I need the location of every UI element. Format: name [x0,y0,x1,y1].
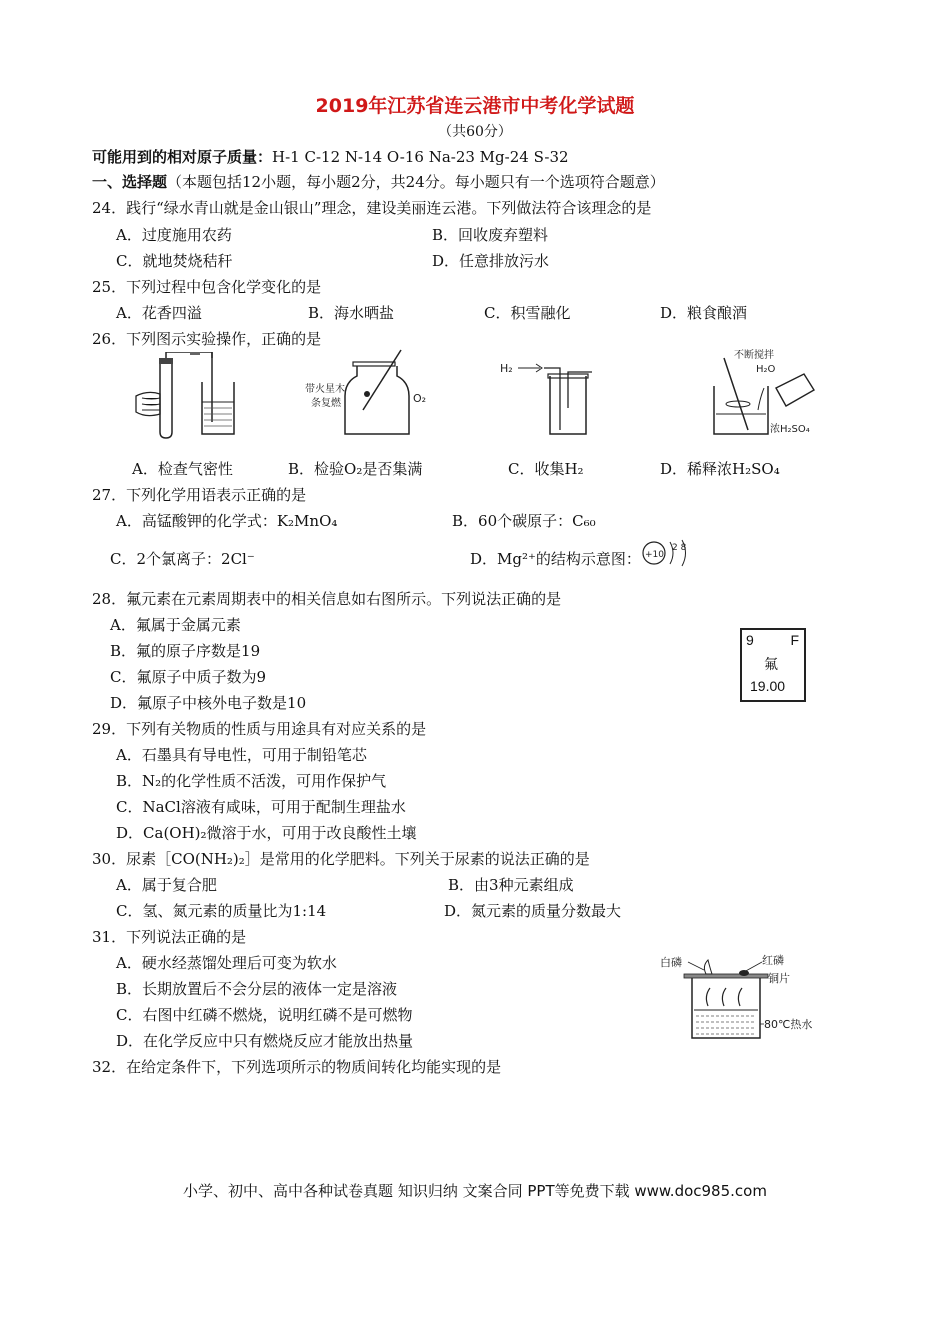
fig-b-label-1: 带火星木 [305,384,345,395]
q31-option-b: B．长期放置后不会分层的液体一定是溶液 [116,980,398,998]
q25-option-c: C．积雪融化 [484,304,571,322]
q30-option-b: B．由3种元素组成 [448,876,574,894]
section-heading [92,171,665,193]
q25-option-a: A．花香四溢 [116,304,202,322]
q27-option-a: A．高锰酸钾的化学式：K₂MnO₄ [116,512,338,530]
question-27-stem: 27．下列化学用语表示正确的是 [92,486,307,504]
cell-symbol: F [790,632,799,648]
question-25-stem: 25．下列过程中包含化学变化的是 [92,278,322,296]
fig-copper-label: 铜片 [768,972,790,985]
cell-atomic-mass: 19.00 [750,678,786,694]
q30-option-c: C．氢、氮元素的质量比为1:14 [116,902,327,920]
fig-b-o2-label: O₂ [413,392,427,405]
section-note: （本题包括12小题，每小题2分，共24分。每小题只有一个选项符合题意） [167,173,665,191]
q31-option-d: D．在化学反应中只有燃烧反应才能放出热量 [116,1032,414,1050]
q24-option-a: A．过度施用农药 [116,226,232,244]
q28-option-c: C．氟原子中质子数为9 [110,668,267,686]
q28-option-d: D．氟原子中核外电子数是10 [110,694,307,712]
diagram-shells: 2 8 [672,543,687,553]
q24-option-c: C．就地焚烧秸秆 [116,252,233,270]
fig-red-phosphorus-label: 红磷 [762,954,784,967]
fig-d-h2o-label: H₂O [756,364,776,375]
cell-atomic-number: 9 [746,632,754,648]
atomic-masses-values: H-1 C-12 N-14 O-16 Na-23 Mg-24 S-32 [272,148,569,166]
periodic-table-cell-fluorine [740,628,806,702]
question-26-stem: 26．下列图示实验操作，正确的是 [92,330,322,348]
question-31-stem: 31．下列说法正确的是 [92,928,247,946]
q26-option-a: A．检查气密性 [132,460,233,478]
section-label: 一、选择题 [92,173,168,191]
question-28-stem: 28．氟元素在元素周期表中的相关信息如右图所示。下列说法正确的是 [92,590,562,608]
q31-option-a: A．硬水经蒸馏处理后可变为软水 [116,954,337,972]
q26-option-d: D．稀释浓H₂SO₄ [660,460,780,478]
q29-option-d: D．Ca(OH)₂微溶于水，可用于改良酸性土壤 [116,824,417,842]
q26-option-b: B．检验O₂是否集满 [288,460,423,478]
q30-option-a: A．属于复合肥 [116,876,217,894]
page-footer: 小学、初中、高中各种试卷真题 知识归纳 文案合同 PPT等免费下载 www.doc985.com [183,1182,767,1200]
page-subtitle: （共60分） [438,124,512,140]
fig-hot-water-label: 80℃热水 [764,1018,813,1031]
question-32-stem: 32．在给定条件下，下列选项所示的物质间转化均能实现的是 [92,1058,502,1076]
q31-option-c: C．右图中红磷不燃烧，说明红磷不是可燃物 [116,1006,413,1024]
q27-option-c: C．2个氯离子：2Cl⁻ [110,550,255,568]
question-24-stem: 24．践行“绿水青山就是金山银山”理念，建设美丽连云港。下列做法符合该理念的是 [92,199,652,217]
q27-option-b: B．60个碳原子：C₆₀ [452,512,596,530]
question-29-stem: 29．下列有关物质的性质与用途具有对应关系的是 [92,720,427,738]
q25-option-b: B．海水晒盐 [308,304,395,322]
collect-h2-figure [500,358,600,442]
cell-element-name: 氟 [764,657,778,673]
q28-option-b: B．氟的原子序数是19 [110,642,261,660]
fig-d-acid-label: 浓H₂SO₄ [770,424,810,435]
airtightness-check-figure [132,352,252,442]
question-30-stem: 30．尿素［CO(NH₂)₂］是常用的化学肥料。下列关于尿素的说法正确的是 [92,850,590,868]
atomic-masses-line [92,146,569,168]
q29-option-c: C．NaCl溶液有咸味，可用于配制生理盐水 [116,798,406,816]
q24-option-d: D．任意排放污水 [432,252,550,270]
dilute-acid-figure [704,348,834,440]
fig-white-phosphorus-label: 白磷 [660,956,682,969]
q24-option-b: B．回收废弃塑料 [432,226,549,244]
q25-option-d: D．粮食酿酒 [660,304,748,322]
diagram-nucleus: +10 [645,550,664,560]
page-title: 2019年江苏省连云港市中考化学试题 [315,95,635,117]
fig-b-label-2: 条复燃 [311,398,341,409]
fig-d-stir-label: 不断搅拌 [734,350,774,361]
q29-option-a: A．石墨具有导电性，可用于制铅笔芯 [116,746,367,764]
q28-option-a: A．氟属于金属元素 [110,616,241,634]
q29-option-b: B．N₂的化学性质不活泼，可用作保护气 [116,772,387,790]
q26-option-c: C．收集H₂ [508,460,584,478]
fig-c-h2-label: H₂ [500,362,513,375]
phosphorus-combustion-figure [658,950,828,1046]
mg-ion-structure-diagram [640,536,696,570]
atomic-masses-label: 可能用到的相对原子质量： [92,148,273,166]
oxygen-check-figure [305,348,435,440]
q27-option-d: D．Mg²⁺的结构示意图： [470,550,641,568]
q30-option-d: D．氮元素的质量分数最大 [444,902,622,920]
